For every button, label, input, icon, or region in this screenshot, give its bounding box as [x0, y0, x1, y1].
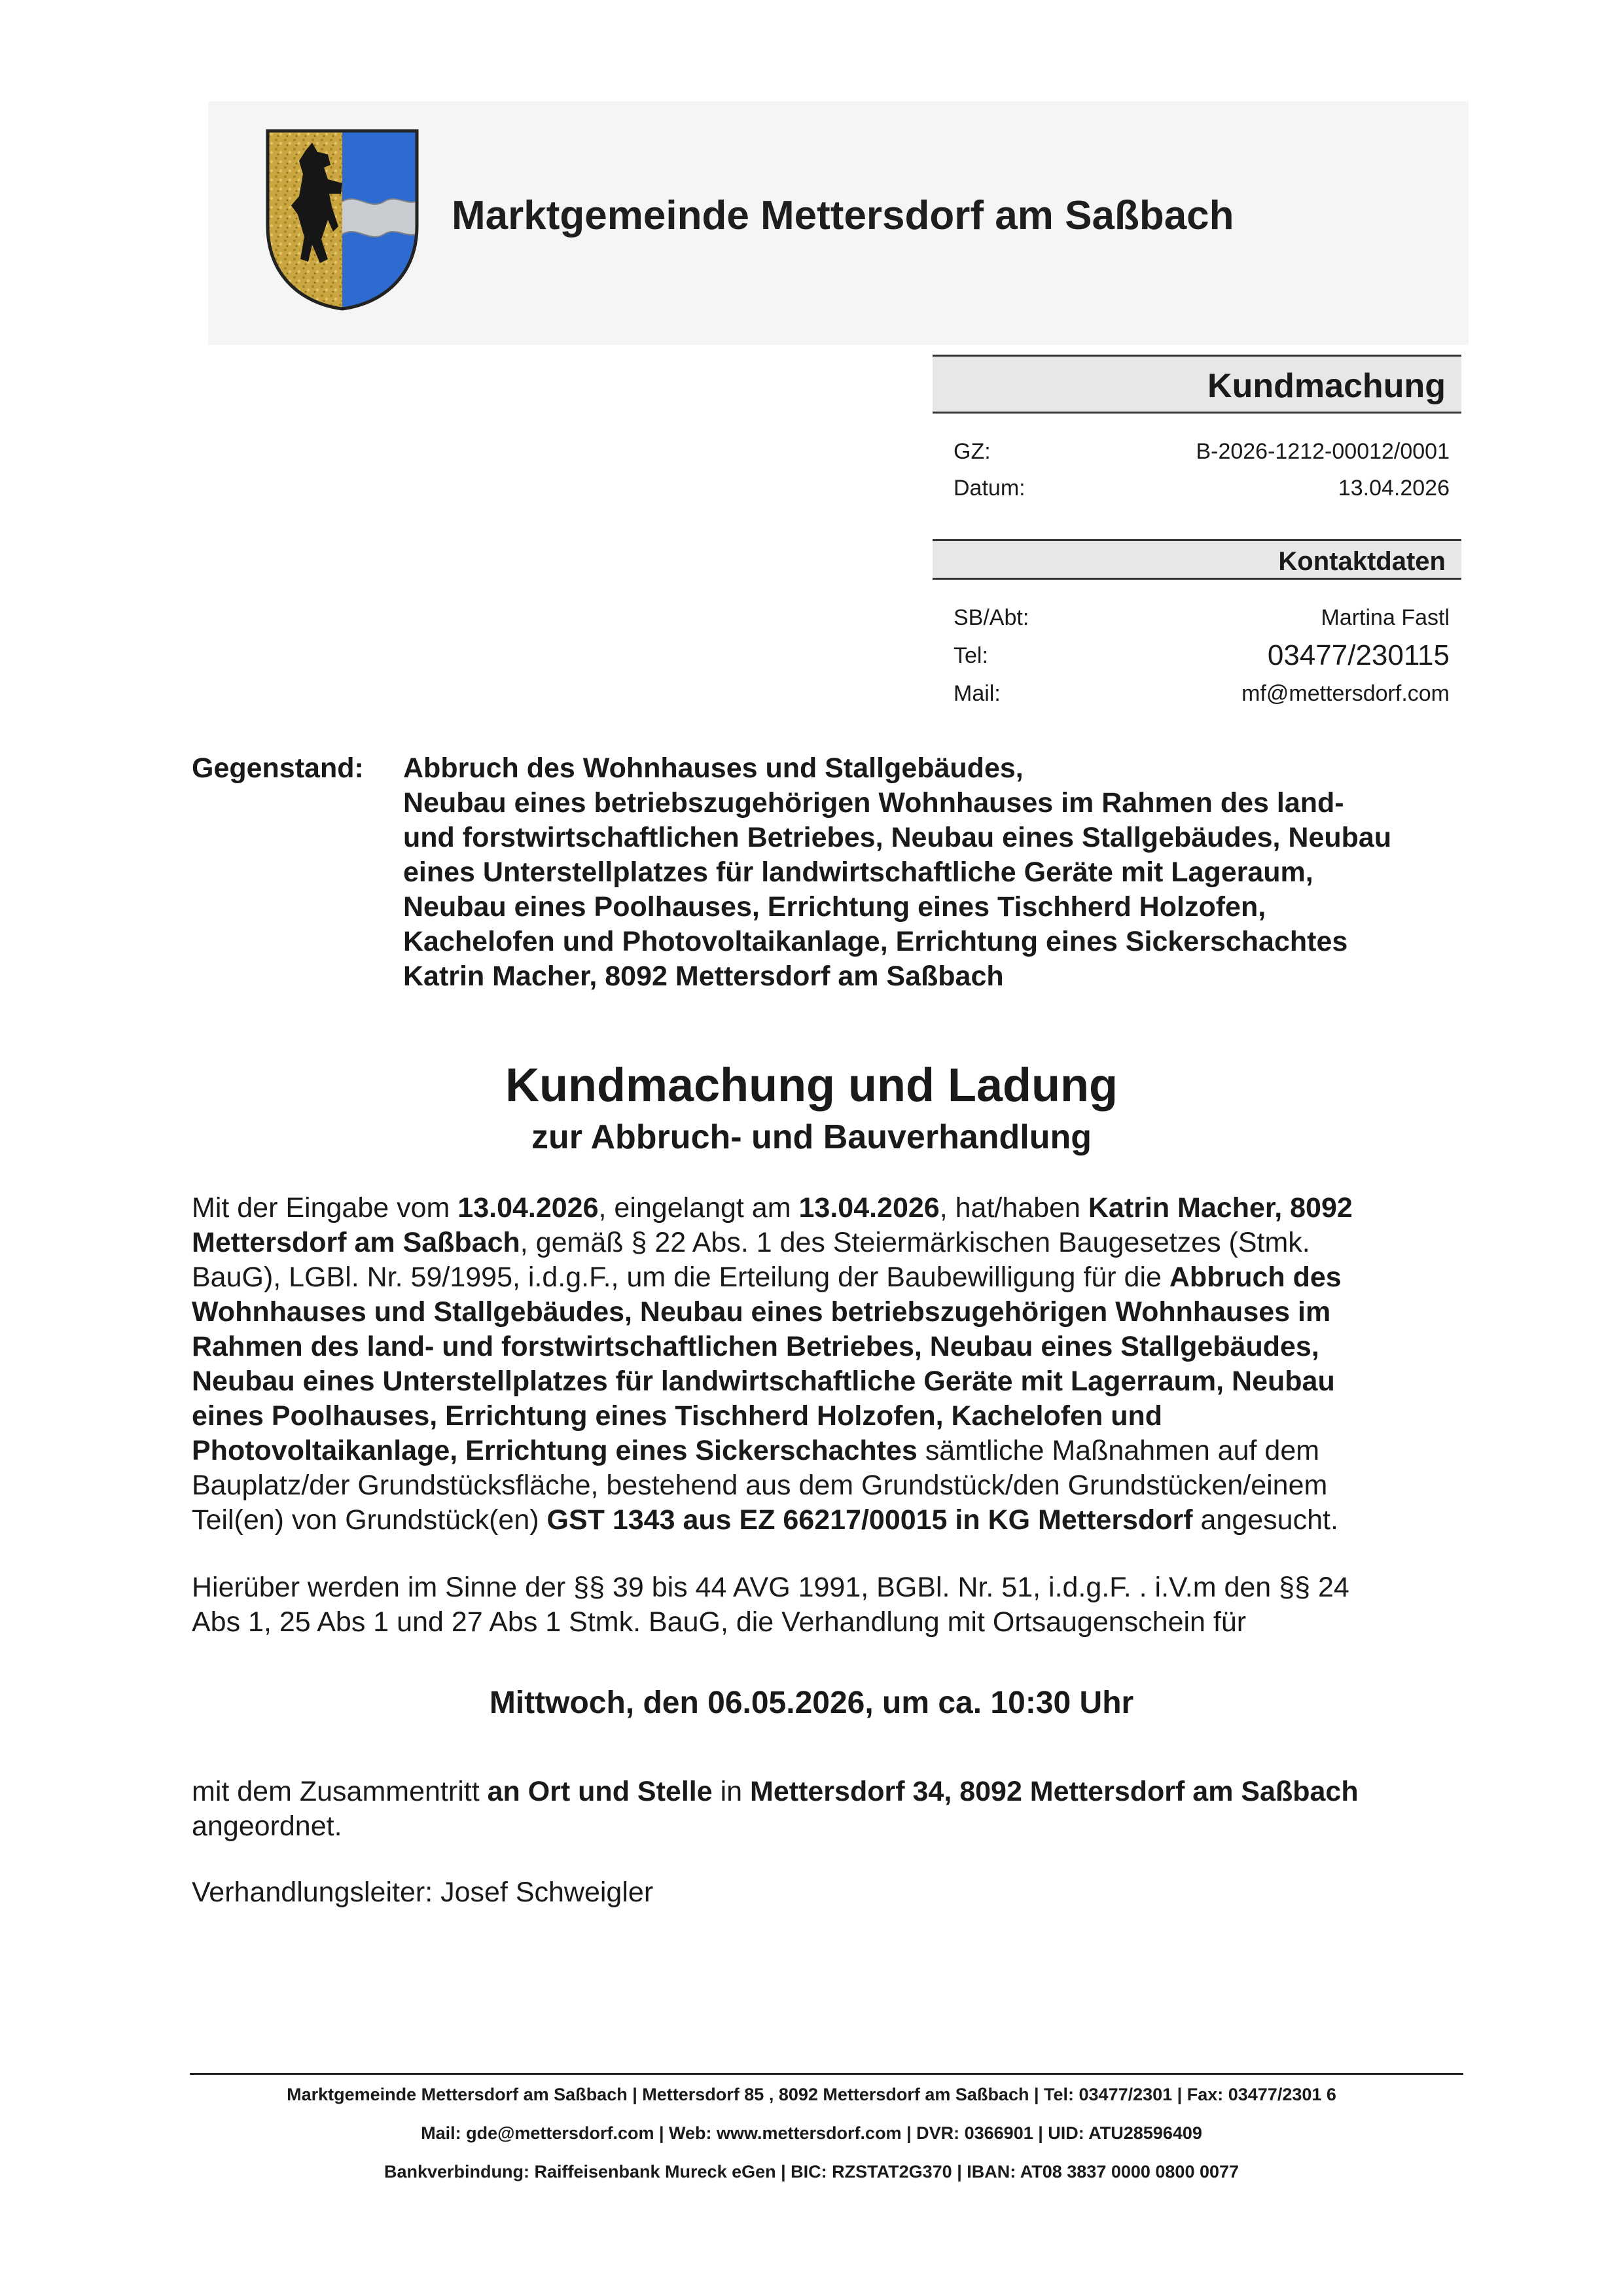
- text: BauG), LGBl. Nr. 59/1995, i.d.g.F., um die Erteilung der Baubewilligung für die: [192, 1262, 1169, 1293]
- received-date: 13.04.2026: [798, 1192, 940, 1224]
- hearing-leader-text: Verhandlungsleiter: Josef Schweigler: [192, 1877, 654, 1908]
- parcel-reference: GST 1343 aus EZ 66217/00015 in KG Mettersdorf: [546, 1504, 1193, 1536]
- footer-contact: Mail: gde@mettersdorf.com | Web: www.mettersdorf.com | DVR: 0366901 | UID: ATU28596409: [421, 2123, 1202, 2143]
- text: , hat/haben: [939, 1192, 1088, 1224]
- sb-label: SB/Abt:: [954, 605, 1029, 630]
- text: Teil(en) von Grundstück(en): [192, 1504, 547, 1536]
- datum-row: [933, 470, 1461, 506]
- mail-value: mf@mettersdorf.com: [1241, 681, 1450, 706]
- sb-row: [933, 599, 1461, 636]
- contact-title: Kontaktdaten: [933, 539, 1461, 580]
- footer-address: Marktgemeinde Mettersdorf am Saßbach | Mettersdorf 85 , 8092 Mettersdorf am Saßbach | Tel: 03477/2301 | Fax: 03477/2301 6: [287, 2085, 1336, 2104]
- text: , eingelangt am: [598, 1192, 799, 1224]
- document-subtitle: zur Abbruch- und Bauverhandlung: [531, 1118, 1092, 1156]
- legal-basis-paragraph: [192, 1570, 1474, 1640]
- text: , gemäß § 22 Abs. 1 des Steiermärkischen Baugesetzes (Stmk.: [520, 1227, 1310, 1258]
- gz-row: [933, 433, 1461, 470]
- project-text: Rahmen des land- und forstwirtschaftlichen Betriebes, Neubau eines Stallgebäudes,: [192, 1331, 1319, 1362]
- text: Bauplatz/der Grundstücksfläche, bestehend aus dem Grundstück/den Grundstücken/einem: [192, 1470, 1328, 1501]
- municipality-name: Marktgemeinde Mettersdorf am Saßbach: [452, 193, 1234, 238]
- submission-date: 13.04.2026: [457, 1192, 599, 1224]
- text: Abs 1, 25 Abs 1 und 27 Abs 1 Stmk. BauG, die Verhandlung mit Ortsaugenschein für: [192, 1606, 1247, 1638]
- tel-value: 03477/230115: [1267, 639, 1450, 671]
- datum-value: 13.04.2026: [1338, 476, 1450, 501]
- gz-label: GZ:: [954, 439, 991, 464]
- subject-label: Gegenstand:: [192, 752, 364, 784]
- gz-value: B-2026-1212-00012/0001: [1196, 439, 1450, 464]
- subject-line: Neubau eines Poolhauses, Errichtung eines Tischherd Holzofen,: [403, 891, 1266, 923]
- infobox-title: Kundmachung: [933, 355, 1461, 414]
- sb-value: Martina Fastl: [1321, 605, 1450, 630]
- text: mit dem Zusammentritt: [192, 1776, 488, 1807]
- project-text: Photovoltaikanlage, Errichtung eines Sickerschachtes: [192, 1435, 918, 1466]
- footer-bank: Bankverbindung: Raiffeisenbank Mureck eGen | BIC: RZSTAT2G370 | IBAN: AT08 3837 0000 0800 0077: [383, 2162, 1240, 2181]
- subject-line: Abbruch des Wohnhauses und Stallgebäudes,: [403, 752, 1024, 784]
- project-text: Neubau eines Unterstellplatzes für landwirtschaftliche Geräte mit Lagerraum, Neubau: [192, 1366, 1335, 1397]
- applicant: Katrin Macher, 8092: [1088, 1192, 1353, 1224]
- project-text: Wohnhauses und Stallgebäudes, Neubau eines betriebszugehörigen Wohnhauses im: [192, 1296, 1331, 1328]
- subject-text: [403, 751, 1463, 994]
- subject-line: eines Unterstellplatzes für landwirtschaftliche Geräte mit Lageraum,: [403, 857, 1313, 888]
- hearing-leader: [192, 1875, 1474, 1910]
- meeting-place-paragraph: [192, 1775, 1474, 1844]
- text: angesucht.: [1192, 1504, 1338, 1536]
- applicant-place: Mettersdorf am Saßbach: [192, 1227, 520, 1258]
- meeting-address: Mettersdorf 34, 8092 Mettersdorf am Saßbach: [750, 1776, 1359, 1807]
- document-info-box: [933, 355, 1461, 712]
- project-text: eines Poolhauses, Errichtung eines Tischherd Holzofen, Kachelofen und: [192, 1400, 1162, 1432]
- meeting-type: an Ort und Stelle: [487, 1776, 713, 1807]
- datum-label: Datum:: [954, 476, 1026, 501]
- subject-line: Kachelofen und Photovoltaikanlage, Errichtung eines Sickerschachtes: [403, 926, 1348, 957]
- tel-label: Tel:: [954, 643, 988, 668]
- text: in: [712, 1776, 751, 1807]
- text: angeordnet.: [192, 1810, 342, 1842]
- project-text: Abbruch des: [1169, 1262, 1342, 1293]
- mail-label: Mail:: [954, 681, 1001, 706]
- text: sämtliche Maßnahmen auf dem: [917, 1435, 1320, 1466]
- footer-divider: [190, 2073, 1463, 2075]
- subject-line: Neubau eines betriebszugehörigen Wohnhauses im Rahmen des land-: [403, 787, 1344, 819]
- tel-row: [933, 636, 1461, 675]
- coat-of-arms-icon: [265, 128, 419, 311]
- text: Hierüber werden im Sinne der §§ 39 bis 44 AVG 1991, BGBl. Nr. 51, i.d.g.F. . i.V.m den §§ 24: [192, 1572, 1349, 1603]
- mail-row: [933, 675, 1461, 712]
- document-title: Kundmachung und Ladung: [505, 1059, 1118, 1112]
- subject-line: Katrin Macher, 8092 Mettersdorf am Saßbach: [403, 961, 1004, 992]
- subject-line: und forstwirtschaftlichen Betriebes, Neubau eines Stallgebäudes, Neubau: [403, 822, 1392, 853]
- hearing-date: Mittwoch, den 06.05.2026, um ca. 10:30 Uhr: [489, 1686, 1134, 1720]
- application-paragraph: [192, 1191, 1474, 1538]
- text: Mit der Eingabe vom: [192, 1192, 458, 1224]
